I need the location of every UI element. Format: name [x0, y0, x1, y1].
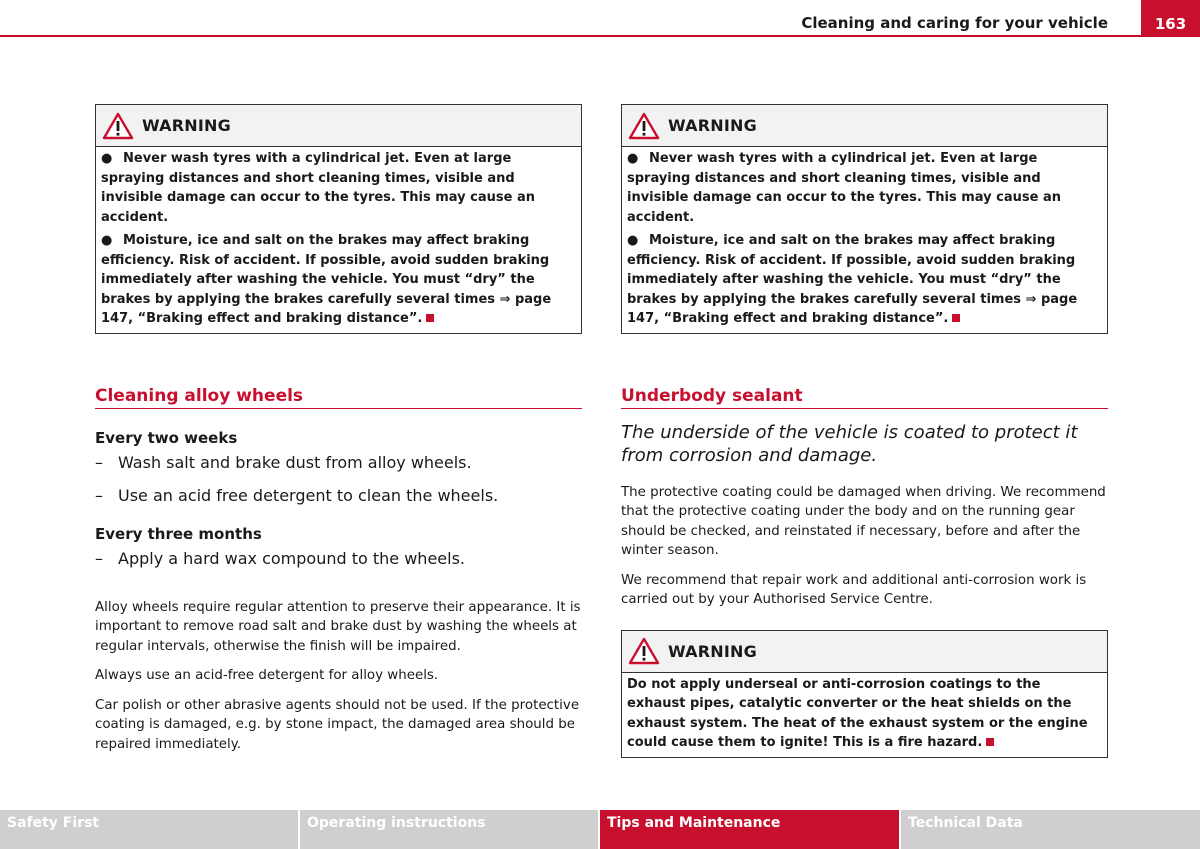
- body-paragraph: We recommend that repair work and additional anti-corrosion work is carried out by your Authorised Service Centre.: [621, 572, 1087, 607]
- warning-title: WARNING: [668, 641, 757, 661]
- warning-header: [622, 631, 1107, 673]
- body-paragraph: Car polish or other abrasive agents should not be used. If the protective coating is damaged, e.g. by stone impact, the damaged area should be repaired immediately.: [95, 697, 580, 752]
- section-title: Cleaning alloy wheels: [95, 386, 582, 409]
- warning-triangle-icon: [628, 637, 660, 665]
- dash-icon: –: [95, 485, 103, 505]
- nav-tab-technical-data[interactable]: Technical Data: [901, 810, 1200, 849]
- warning-paragraph: [101, 149, 576, 227]
- nav-tab-safety-first[interactable]: Safety First: [0, 810, 298, 849]
- warning-box-right: [621, 104, 1108, 334]
- warning-triangle-icon: [102, 112, 134, 140]
- subheading: Every three months: [95, 524, 262, 543]
- warning-paragraph: [627, 149, 1102, 227]
- end-mark-icon: [952, 314, 960, 322]
- intro-text: The underside of the vehicle is coated to protect it from corrosion and damage.: [621, 421, 1078, 466]
- bullet-icon: ●: [627, 151, 639, 166]
- warning-paragraph: [627, 231, 1102, 329]
- nav-tab-tips-and-maintenance[interactable]: Tips and Maintenance: [600, 810, 899, 849]
- warning-box-left: [95, 104, 582, 334]
- warning-text: Moisture, ice and salt on the brakes may affect braking efficiency. Risk of accident. If possible, avoid sudden braking immediately after washing the vehicle. You must “dry” the brakes by applying the brakes carefully several times ⇒ page 147, “Braking effect and braking distance”.: [101, 233, 552, 326]
- warning-paragraph: [101, 231, 576, 329]
- subheading: Every two weeks: [95, 428, 238, 447]
- body-paragraph: Alloy wheels require regular attention to preserve their appearance. It is important to remove road salt and brake dust by washing the wheels at regular intervals, otherwise the finish will be impaired.: [95, 599, 581, 654]
- left-column: [95, 104, 582, 764]
- warning-title: WARNING: [142, 116, 231, 135]
- page-header-title: Cleaning and caring for your vehicle: [801, 14, 1108, 32]
- header-divider: [0, 35, 1141, 37]
- warning-text: Never wash tyres with a cylindrical jet. Even at large spraying distances and short cleaning times, visible and invisible damage can occur to the tyres. This may cause an accident.: [101, 151, 535, 225]
- nav-tab-operating-instructions[interactable]: Operating instructions: [300, 810, 598, 849]
- dash-icon: –: [95, 452, 103, 472]
- step-item: [95, 486, 582, 505]
- warning-text: Never wash tyres with a cylindrical jet. Even at large spraying distances and short cleaning times, visible and invisible damage can occur to the tyres. This may cause an accident.: [627, 151, 1061, 225]
- warning-header: [622, 105, 1107, 147]
- step-text: Wash salt and brake dust from alloy wheels.: [118, 452, 472, 472]
- body-paragraph: The protective coating could be damaged when driving. We recommend that the protective coating under the body and on the running gear should be checked, and reinstated if necessary, before and after the winter season.: [621, 484, 1106, 558]
- warning-paragraph: [627, 675, 1102, 753]
- warning-triangle-icon: [628, 112, 660, 140]
- warning-text: Do not apply underseal or anti-corrosion coatings to the exhaust pipes, catalytic converter or the heat shields on the exhaust system. The heat of the exhaust system or the engine could cause them to ignite! This is a fire hazard.: [627, 676, 1088, 750]
- bullet-icon: ●: [101, 151, 113, 166]
- right-column: [621, 104, 1108, 758]
- end-mark-icon: [426, 314, 434, 322]
- end-mark-icon: [986, 738, 994, 746]
- page-number: 163: [1141, 0, 1200, 37]
- step-item: [95, 549, 582, 568]
- spacer: [95, 582, 582, 598]
- step-text: Use an acid free detergent to clean the wheels.: [118, 485, 499, 505]
- warning-body: [96, 147, 581, 333]
- warning-body: [622, 147, 1107, 333]
- step-item: [95, 453, 582, 472]
- dash-icon: –: [95, 548, 103, 568]
- warning-header: [96, 105, 581, 147]
- warning-box-underseal: [621, 630, 1108, 758]
- step-text: Apply a hard wax compound to the wheels.: [118, 548, 465, 568]
- warning-text: Moisture, ice and salt on the brakes may affect braking efficiency. Risk of accident. If possible, avoid sudden braking immediately after washing the vehicle. You must “dry” the brakes by applying the brakes carefully several times ⇒ page 147, “Braking effect and braking distance”.: [627, 233, 1078, 326]
- warning-title: WARNING: [668, 116, 757, 135]
- section-title: Underbody sealant: [621, 386, 1108, 409]
- bottom-nav: [0, 810, 1200, 849]
- body-paragraph: Always use an acid-free detergent for alloy wheels.: [95, 668, 439, 683]
- bullet-icon: ●: [101, 233, 113, 248]
- bullet-icon: ●: [627, 233, 639, 248]
- warning-body: [622, 673, 1107, 757]
